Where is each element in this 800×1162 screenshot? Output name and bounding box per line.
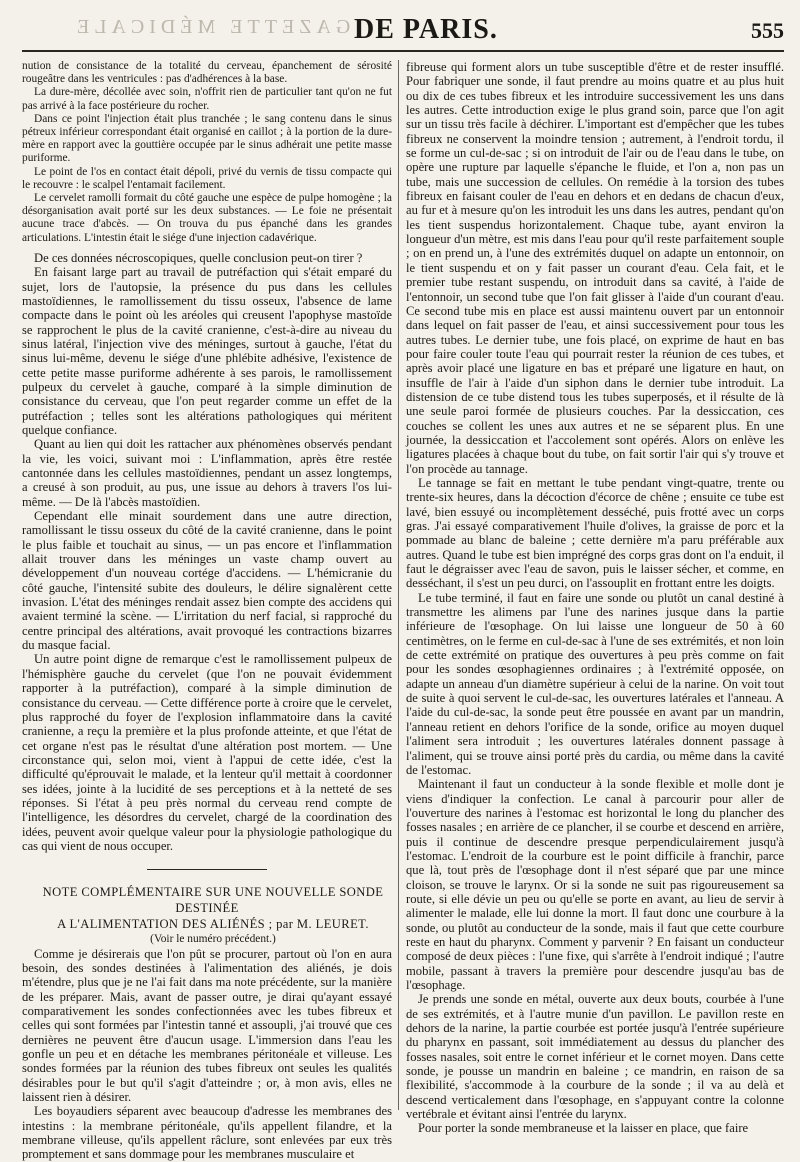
paragraph: Dans ce point l'injection était plus tranchée ; le sang contenu dans le sinus pétreux inférieur correspondant était organisé en caillot ; à la portion de la dure-mère en rapport avec la gouttière occupée par le sinus adhérait une petite masse puriforme. — [22, 112, 392, 165]
paragraph: Je prends une sonde en métal, ouverte aux deux bouts, courbée à l'une de ses extrémités, et à l'autre munie d'un pavillon. Le pavillon reste en dehors de la narine, la partie courbée est portée jusqu'à l'entrée supérieure du pharynx en passant, soit immédiatement au dessus du plancher des fosses nasales, soit entre le cornet inférieur et le cornet moyen. Dans cette sonde, je pousse un mandrin en baleine ; ce mandrin, en raison de sa flexibilité, s'accommode à la courbure de la sonde ; il va au delà et descend verticalement dans l'œsophage, en s'appuyant contre la colonne vertébrale et évitant ainsi l'entrée du larynx. — [406, 992, 784, 1122]
paragraph: Le cervelet ramolli formait du côté gauche une espèce de pulpe homogène ; la désorganisation avait porté sur les deux substances. — Le foie ne présentait aucune trace d'abcès. — On trouva du pus épanché dans les grandes articulations. L'intestin était le siége d'une injection cadavérique. — [22, 192, 392, 244]
show-through-title: GAZETTE MÉDICALE — [72, 16, 351, 38]
paragraph: Quant au lien qui doit les rattacher aux phénomènes observés pendant la vie, les voici, suivant moi : L'inflammation, après être restée cantonnée dans les cellules mastoïdiennes, pendant un assez longtemps, a creusé à son produit, au pus, une issue au dehors à travers l'os lui-même. — De là l'abcès mastoïdien. — [22, 437, 392, 509]
paragraph: Pour porter la sonde membraneuse et la laisser en place, que faire — [418, 1121, 749, 1136]
page-number: 555 — [751, 18, 784, 43]
paragraph: De ces données nécroscopiques, quelle conclusion peut-on tirer ? — [34, 250, 363, 265]
paragraph: La dure-mère, décollée avec soin, n'offrit rien de particulier tant qu'on ne fut pas arrivé à la face postérieure du rocher. — [22, 86, 392, 112]
paragraph: Le point de l'os en contact était dépoli, privé du vernis de tissu compacte qui le recouvre : le scalpel l'entamait facilement. — [22, 165, 392, 191]
left-column — [22, 60, 392, 1162]
article-title-line-2: A L'ALIMENTATION DES ALIÉNÉS ; par M. LEURET. — [57, 917, 369, 932]
journal-title: DE PARIS. — [354, 14, 498, 45]
paragraph: Cependant elle minait sourdement dans une autre direction, ramollissant le tissu osseux du côté de la cavité cranienne, dans le point le plus faible et touchait au sinus, — un pas encore et l'inflammation allait trouver dans les méninges un vaste champ ouvert au développement d'un nouveau cortége d'accidens. — L'hémicranie du côté gauche, l'intensité subite des douleurs, le délire signalèrent cette invasion. L'état des méninges rendait assez bien compte des accidens qui avaient terminé la scène. — L'irritation du nerf facial, si rapproché du centre principal des altérations, avait provoqué les contractions bizarres du masque facial. — [22, 509, 392, 653]
article-reference: (Voir le numéro précédent.) — [150, 933, 276, 946]
paragraph: Le tannage se fait en mettant le tube pendant vingt-quatre, trente ou trente-six heures, dans la décoction d'écorce de chêne ; ensuite ce tube est lavé, bien essuyé ou incomplètement desséché, puis frotté avec un corps gras. J'ai essayé comparativement l'huile d'olives, la graisse de porc et la pommade au blanc de baleine ; cette dernière m'a paru préférable aux autres. Quand le tube est bien imprégné des corps gras dont on l'a enduit, il faut le dégraisser avec l'eau de savon, puis le laisser sécher, et comme, en desséchant, il s'est un peu durci, on l'assouplit en frottant entre les doigts. — [406, 475, 784, 591]
paragraph: En faisant large part au travail de putréfaction qui s'était emparé du sujet, lors de l'autopsie, la présence du pus dans les cellules mastoïdiennes, le ramollissement du tissu osseux, l'absence de lame compacte dans le point où les aréoles qui creusent l'apophyse mastoïde se rapprochent le plus de la cavité cranienne, c'est-à-dire au niveau du sinus latéral, l'injection vive des méninges, surtout à gauche, l'état du sinus lui-même, devenu le siége d'une phlébite adhésive, l'existence de cette petite masse puriforme adhérente à ses parois, le ramollissement pulpeux du cervelet à gauche, comparé à la simple diminution de consistance du cerveau, que l'on peut regarder comme un effet de la putréfaction ; telles sont les altérations pathologiques qui méritent quelque confiance. — [22, 265, 392, 437]
page-header — [22, 6, 784, 52]
section-rule — [147, 869, 267, 870]
paragraph: fibreuse qui forment alors un tube susceptible d'être et de rester insufflé. Pour fabriquer une sonde, il faut prendre au moins quatre et au plus huit ou dix de ces tubes fibreux et les introduire successivement les uns dans les autres. Cette introduction exige le plus grand soin, parce que l'on agit sur un tissu très facile à déchirer. L'important est d'empêcher que les tubes fibreux ne conservent la moindre tension ; autrement, à l'endroit tordu, il se forme un cul-de-sac ; si on introduit de l'air ou de l'eau dans le tube, on opère une rupture par laquelle s'épanche le fluide, et l'on a, non pas un tube, mais une succession de cellules. On remédie à la torsion des tubes fibreux en faisant couler de l'eau en dehors et en dedans de chacun d'eux, au fur et à mesure qu'on les introduit les uns dans les autres, pendant qu'on les tient suspendus horizontalement. Chaque tube, ayant environ la longueur d'un mètre, est mis dans l'eau pour qu'il reste parfaitement souple ; on en prend un, à l'une des extrémités duquel on adapte un entonnoir, on le tient suspendu et on y fait passer un courant d'eau. Cela fait, et le premier tube restant suspendu, on introduit dans sa cavité, à l'aide de l'entonnoir, un second tube que l'on fait glisser à l'aide d'un courant d'eau. Ce second tube mis en place est aussi maintenu ouvert par un entonnoir dans lequel on fait passer de l'eau, et ainsi successivement pour tous les autres tubes. Le dernier tube, une fois placé, on exprime de haut en bas pour faire couler toute l'eau qui pourrait rester la réunion de ces tubes, et après avoir placé une ligature en bas et préparé une ligature en haut, on insuffle de l'air à l'aide d'un siphon dans le dernier tube introduit. La distension de ce tube distend tous les tubes superposés, et il résulte de là une seule paroi formée de plusieurs couches. Par la dessiccation, ces couches se collent les unes aux autres et ne se séparent plus. En une journée, la dessiccation et l'accolement sont opérés. Alors on enlève les ligatures placées à chaque bout du tube, on fait sortir l'air qui s'y trouve et l'on procède au tannage. — [406, 60, 784, 476]
paragraph: Le tube terminé, il faut en faire une sonde ou plutôt un canal destiné à transmettre les alimens par l'une des narines jusque dans la partie inférieure de l'œsophage. On lui laisse une longueur de 50 à 60 centimètres, on le ferme en cul-de-sac à l'une de ses extrémités, et non loin de cette extrémité on pratique des ouvertures à peu près comme on fait pour les sondes œsophagiennes ordinaires ; à l'extrémité opposée, on adapte un anneau d'un diamètre supérieur à celui de la narine. On voit tout de suite à quoi servent le cul-de-sac, les ouvertures latérales et l'anneau. A l'aide du cul-de-sac, la sonde peut être poussée en avant par un mandrin, l'anneau retient en dehors l'orifice de la sonde, orifice au moyen duquel l'aliment sera introduit ; les ouvertures latérales donnent passage à l'aliment, qui se trouve ainsi porté près du cardia, ou même dans la cavité de l'estomac. — [406, 590, 784, 777]
paragraph: Maintenant il faut un conducteur à la sonde flexible et molle dont je viens d'indiquer la confection. Le canal à parcourir pour aller de l'ouverture des narines à l'estomac est horizontal le long du plancher des fosses nasales ; en arrière de ce plancher, il se courbe et descend en arrière, puis il continue de descendre presque perpendiculairement jusqu'à l'estomac. L'endroit de la courbure est le point difficile à franchir, parce que là, tout près de l'œsophage dont il n'est séparé que par une mince cloison, se trouve le larynx. Or si la sonde ne suit pas rigoureusement sa route, si elle dévie un peu ou qu'elle se porte en avant, au lieu de servir à alimenter le malade, elle lui donne la mort. Il faut donc une courbure à la sonde, ou plutôt au conducteur de la sonde, mais il faut que cette courbure reste en haut du pharynx. Comment y parvenir ? En faisant un conducteur composé de deux pièces : l'une fixe, qui s'arrête à l'endroit indiqué ; l'autre mobile, passant à travers la première pour descendre jusqu'au bas de l'œsophage. — [406, 777, 784, 992]
column-divider — [398, 60, 399, 1110]
paragraph: nution de consistance de la totalité du cerveau, épanchement de sérosité rougeâtre dans les ventricules : pas d'adhérences à la base. — [22, 60, 392, 86]
right-column — [406, 60, 784, 1136]
paragraph: Les boyaudiers séparent avec beaucoup d'adresse les membranes des intestins : la membrane péritonéale, qu'ils appellent filandre, et la membrane villeuse, qu'ils appellent râclure, sont enlevées par eux très promptement et sans dommage pour les membranes musculaire et — [22, 1104, 392, 1162]
article-title: NOTE COMPLÉMENTAIRE SUR UNE NOUVELLE SONDE DESTINÉE — [42, 885, 384, 916]
paragraph: Comme je désirerais que l'on pût se procurer, partout où l'on en aura besoin, des sondes destinées à l'alimentation des aliénés, je dois m'étendre, plus que je ne l'ai fait dans ma note précédente, sur la manière de les préparer. Mais, avant de passer outre, je dirai qu'ayant essayé comparativement les sondes confectionnées avec les tubes fibreux et celles qui sont formées par l'intestin tanné et assoupli, j'ai trouvé que ces dernières ne peuvent être d'aucun usage. L'immersion dans l'eau les gonfle un peu et en détache les membranes péritonéale et villeuse. Les sondes formées par la réunion des tubes fibreux ont seules les qualités désirables pour le but qu'il s'agit d'atteindre ; or, à mon avis, elles ne laissent rien à désirer. — [22, 946, 392, 1105]
paragraph: Un autre point digne de remarque c'est le ramollissement pulpeux de l'hémisphère gauche du cervelet (que l'on ne pouvait évidemment rapporter à la putréfaction), comparé à la simple diminution de consistance du cerveau. — Cette différence porte à croire que le cervelet, plus rapproché du foyer de l'explosion inflammatoire dans la cavité cranienne, a reçu la première et la plus profonde atteinte, et que l'état de cet organe n'est pas le résultat d'une altération post mortem. — Une circonstance qui, selon moi, vient à l'appui de cette idée, c'est la difficulté qu'éprouvait le malade, et la lenteur qu'il mettait à coordonner ses idées, jointe à la lucidité de ses perceptions et à la netteté de ses réponses. Si l'état à peu près normal du cerveau rend compte de l'intelligence, les désordres du cervelet, chargé de la coordination des idées, peuvent avoir quelque valeur pour la physiologie pathologique du cas qui vient de nous occuper. — [22, 652, 392, 853]
